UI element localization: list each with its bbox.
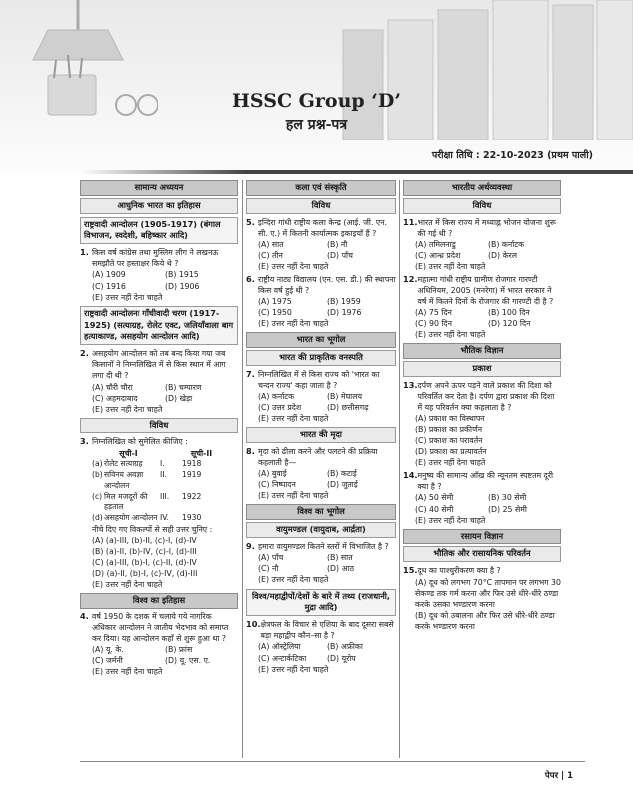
section-heading: कला एवं संस्कृति (246, 180, 396, 196)
option: (B) 30 सेमी (488, 493, 527, 503)
options (246, 552, 396, 574)
options (403, 492, 561, 514)
exam-date: परीक्षा तिथि : 22-10-2023 (प्रथम पाली) (431, 150, 593, 161)
column-2 (246, 180, 396, 758)
subsection-heading: आधुनिक भारत का इतिहास (80, 198, 238, 214)
subsection-heading: विविध (246, 198, 396, 214)
question-number: 5. (246, 216, 255, 227)
option: (D) 1906 (165, 281, 200, 291)
option: (D) प्रकाश का प्रत्यावर्तन (415, 447, 487, 457)
option: (E) उत्तर नहीं देना चाहते (258, 414, 329, 423)
question-number: 6. (246, 273, 255, 284)
option: (B) नौ (327, 239, 348, 249)
match-row (80, 459, 238, 470)
options (246, 391, 396, 413)
options (246, 296, 396, 318)
match-item: 1919 (182, 469, 202, 479)
question (403, 274, 561, 307)
question (246, 217, 396, 239)
question-number: 3. (80, 436, 89, 447)
question-number: 13. (403, 379, 418, 390)
subsection-heading: प्रकाश (403, 361, 561, 377)
option: (B) 100 दिन (488, 308, 530, 318)
option: (B) 1915 (165, 270, 199, 280)
question-text: निम्नलिखित को सुमेलित कीजिए : (92, 437, 188, 447)
option: (B) अफ्रीका (327, 642, 363, 652)
section-heading: रसायन विज्ञान (403, 529, 561, 545)
option: (A) पाँच (258, 553, 284, 563)
column-3 (403, 180, 561, 758)
instruction-text: नीचे दिए गए विकल्पों से सही उत्तर चुनिए : (92, 524, 213, 534)
option: (D) खेड़ा (165, 393, 193, 403)
option: (D) केरल (488, 250, 518, 260)
question-number: 1. (80, 247, 89, 258)
option: (C) 40 सेमी (415, 504, 454, 514)
options (80, 644, 238, 666)
option: (B) दूध को उबालना और फिर उसे धीरे-धीरे ठण्डा करके भण्डारण करना (415, 611, 555, 632)
question-text: असहयोग आन्दोलन को तब बन्द किया गया जब किसानों ने निम्नलिखित में से किस स्थान में आग लगा दी थी ? (92, 349, 226, 381)
subsection-heading: विविध (80, 418, 238, 434)
question-number: 4. (80, 611, 89, 622)
question-number: 8. (246, 445, 255, 456)
match-item: 1922 (182, 491, 202, 501)
option: (C) (a)-III, (b)-I, (c)-II, (d)-IV (92, 558, 197, 568)
topic-heading: राष्ट्रवादी आन्दोलनः गाँधीवादी चरण (1917-1925) (सत्याग्रह, रोलेट एक्ट, जलियाँवाला बाग हत्याकाण्ड, असहयोग आन्दोलन आदि) (80, 306, 238, 346)
question (246, 369, 396, 391)
question-text: मनुष्य की सामान्य आँख की न्यूनतम स्पष्टतम दूरी क्या है ? (417, 471, 554, 492)
option: (D) 120 दिन (488, 319, 531, 329)
option: (D) पाँच (327, 250, 353, 260)
page-number: पेपर | 1 (544, 770, 573, 781)
section-heading: भौतिक विज्ञान (403, 343, 561, 359)
option: (B) कटाई (327, 468, 357, 478)
option: (D) 25 सेमी (488, 504, 527, 514)
question-text: क्षेत्रफल के विचार से एशिया के बाद दूसरा सबसे बड़ा महाद्वीप कौन–सा है ? (260, 620, 394, 641)
option: (C) तीन (258, 250, 283, 260)
option: (C) प्रकाश का परावर्तन (415, 436, 483, 446)
options (246, 641, 396, 663)
column-1 (80, 180, 238, 758)
option: (A) (a)-III, (b)-II, (c)-I, (d)-IV (92, 535, 197, 545)
option: (C) नौ (258, 564, 279, 574)
question-number: 2. (80, 348, 89, 359)
section-heading: भारतीय अर्थव्यवस्था (403, 180, 561, 196)
option: (C) निष्पादन (258, 480, 296, 490)
question-number: 14. (403, 470, 418, 481)
option: (B) (a)-II, (b)-IV, (c)-I, (d)-III (92, 547, 197, 556)
option: (E) उत्तर नहीं देना चाहते (258, 575, 329, 585)
option: (E) उत्तर नहीं देना चाहते (92, 292, 163, 302)
match-item: 1918 (182, 459, 202, 469)
option: (D) छत्तीसगढ़ (327, 402, 369, 412)
question-text: महात्मा गांधी राष्ट्रीय ग्रामीण रोजगार गारण्टी अधिनियम, 2005 (मनरेगा) में भारत सरकार ने वर्ष में कितने दिनों के रोजगार की गारण्टी दी है ? (417, 274, 554, 306)
list-2-heading: सूची-II (190, 449, 213, 459)
question-text: मृदा को ढीला करने और पलटने की प्रक्रिया कहलाती है— (258, 446, 378, 467)
question-text: किस वर्ष कांग्रेस तथा मुस्लिम लीग ने लखनऊ समझौते पर हस्ताक्षर किये थे ? (92, 248, 219, 269)
option: (C) अन्टार्कटिका (258, 653, 307, 663)
option: (A) कर्नाटक (258, 391, 295, 401)
options (246, 239, 396, 261)
question-text: राष्ट्रीय नाट्य विद्यालय (एन. एस. डी.) की स्थापना किस वर्ष हुई थी ? (258, 274, 396, 295)
question-text: वर्ष 1950 के दशक में चलाये गये नागरिक अधिकार आन्दोलन ने जातीय भेदभाव को समाप्त कर दिया। यह आन्दोलन कहाँ से शुरू हुआ था ? (92, 612, 229, 644)
match-key: III. (160, 491, 170, 501)
option: (A) बुवाई (258, 468, 287, 478)
option: (A) ऑस्ट्रेलिया (258, 642, 301, 652)
match-key: I. (160, 459, 165, 469)
option: (B) सात (327, 553, 353, 563)
match-key: (b) (92, 469, 103, 479)
question-number: 9. (246, 540, 255, 551)
match-key: (a) (92, 459, 103, 469)
option: (A) 1909 (92, 270, 126, 280)
option: (B) प्रकाश का प्रकीर्णन (415, 425, 483, 435)
option: (E) उत्तर नहीं देना चाहते (415, 458, 486, 468)
question-text: हमारा वायुमण्डल कितने स्तरों में विभाजित है ? (258, 541, 389, 551)
page-title: HSSC Group ‘D’ (231, 90, 402, 112)
option: (E) उत्तर नहीं देना चाहते (415, 261, 486, 271)
option: (C) जर्मनी (92, 656, 123, 666)
match-key: (d) (92, 513, 103, 523)
match-row (80, 492, 238, 514)
match-item: सविनय अवज्ञा आन्दोलन (104, 469, 144, 490)
match-item: मिल मजदूरों की हड़ताल (104, 491, 148, 512)
topic-heading: राष्ट्रवादी आन्दोलन (1905-1917) (बंगाल विभाजन, स्वदेशी, बहिष्कार आदि) (80, 217, 238, 245)
question (246, 274, 396, 296)
subsection-heading: भारत की प्राकृतिक वनस्पति (246, 350, 396, 366)
match-key: IV. (160, 513, 169, 523)
option: (A) प्रकाश का विस्थापन (415, 414, 485, 423)
options (403, 239, 561, 261)
option: (B) 1959 (327, 297, 361, 306)
section-heading: विश्व का इतिहास (80, 593, 238, 609)
option: (C) अहमदाबाद (92, 393, 138, 403)
question (246, 619, 396, 641)
options (403, 307, 561, 329)
option: (C) 1950 (258, 308, 292, 318)
subsection-heading: भारत की मृदा (246, 427, 396, 443)
options (246, 468, 396, 490)
option: (A) यू. के. (92, 645, 124, 655)
option: (A) दूध को लगभग 70°C तापमान पर लगभग 30 सेकण्ड तक गर्म करना और फिर उसे धीरे-धीरे ठण्डा करके उसका भण्डारण करना (415, 577, 561, 609)
option: (E) उत्तर नहीं देना चाहते (258, 261, 329, 271)
section-heading: भारत का भूगोल (246, 332, 396, 348)
column-divider (242, 180, 243, 758)
option: (E) उत्तर नहीं देना चाहते (258, 319, 329, 329)
option: (C) उत्तर प्रदेश (258, 402, 302, 412)
list-1-heading: सूची-I (119, 449, 138, 459)
options (80, 269, 238, 291)
option: (A) सात (258, 239, 284, 249)
question-number: 15. (403, 565, 418, 576)
option: (D) (a)-II, (b)-I, (c)-IV, (d)-III (92, 569, 198, 579)
question-text: दूध का पाश्चुरीकरण क्या है ? (417, 566, 501, 576)
question-text: निम्नलिखित में से किस राज्य को 'भारत का चन्दन राज्य' कहा जाता है ? (258, 369, 380, 390)
section-heading: विश्व का भूगोल (246, 504, 396, 520)
option: (E) उत्तर नहीं देना चाहते (92, 404, 163, 414)
question (403, 565, 561, 577)
question (80, 611, 238, 644)
question (246, 446, 396, 468)
subsection-heading: वायुमण्डल (वायुदाब, आर्द्रता) (246, 522, 396, 538)
match-row (80, 513, 238, 524)
match-key: II. (160, 469, 167, 479)
option: (A) 75 दिन (415, 308, 452, 318)
question (403, 380, 561, 413)
question (80, 348, 238, 381)
option: (D) जुताई (327, 480, 358, 490)
question-text: भारत में किस राज्य में मध्याह्न भोजन योजना शुरू की गई थी ? (417, 217, 556, 238)
option: (B) फ्रांस (165, 645, 193, 655)
question (403, 217, 561, 239)
question-number: 12. (403, 273, 418, 284)
match-item: 1930 (182, 513, 202, 523)
topic-heading: विश्व/महाद्वीपों/देशों के बारे में तथ्य (राजधानी, मुद्रा आदि) (246, 589, 396, 617)
option: (A) चौरी चौरा (92, 382, 133, 392)
footer-divider (80, 761, 585, 762)
option: (E) उत्तर नहीं देना चाहते (258, 664, 329, 674)
question-text: दर्पण अपने ऊपर पड़ने वाले प्रकाश की दिशा को परिवर्तित कर देता है। दर्पण द्वारा प्रकाश की दिशा में यह परिवर्तन क्या कहलाता है ? (417, 380, 555, 412)
option: (D) यू. एस. ए. (165, 656, 211, 666)
option: (D) 1976 (327, 308, 362, 318)
options (80, 382, 238, 404)
header-banner (0, 0, 633, 175)
subsection-heading: भौतिक और रासायनिक परिवर्तन (403, 546, 561, 562)
option: (E) उत्तर नहीं देना चाहते (258, 491, 329, 501)
subsection-heading: विविध (403, 198, 561, 214)
question-number: 11. (403, 216, 418, 227)
option: (E) उत्तर नहीं देना चाहते (415, 330, 486, 340)
question-text: इन्दिरा गांधी राष्ट्रीय कला केन्द्र (आई. जी. एन. सी. ए.) में कितनी कार्यात्मक इकाइयाँ हैं ? (258, 217, 388, 238)
section-heading: सामान्य अध्ययन (80, 180, 238, 196)
option: (C) 90 दिन (415, 319, 452, 329)
question (80, 436, 238, 448)
option: (A) 1975 (258, 297, 292, 306)
question (246, 541, 396, 553)
option: (A) तमिलनाडु (415, 239, 456, 249)
match-key: (c) (92, 491, 103, 501)
option: (C) आन्ध्र प्रदेश (415, 250, 461, 260)
option: (B) कर्नाटक (488, 239, 525, 249)
option: (E) उत्तर नहीं देना चाहते (92, 667, 163, 677)
question-number: 7. (246, 368, 255, 379)
option: (B) मेघालय (327, 391, 363, 401)
question (403, 470, 561, 492)
match-item: असहयोग आन्दोलन (104, 513, 158, 523)
question-number: 10. (246, 619, 261, 630)
page-subtitle: हल प्रश्न-पत्र (285, 117, 348, 133)
option: (E) उत्तर नहीं देना चाहते (415, 515, 486, 525)
column-divider (399, 180, 400, 758)
option: (A) 50 सेमी (415, 493, 454, 503)
option: (B) चम्पारण (165, 382, 202, 392)
match-row (80, 470, 238, 492)
option: (E) उत्तर नहीं देना चाहते (92, 580, 163, 590)
match-item: रोलेट सत्याग्रह (104, 459, 143, 469)
question (80, 247, 238, 269)
header-divider (80, 170, 633, 174)
option: (C) 1916 (92, 281, 126, 291)
match-table-header (80, 448, 238, 459)
option: (D) आठ (327, 564, 355, 574)
option: (D) यूरोप (327, 653, 356, 663)
